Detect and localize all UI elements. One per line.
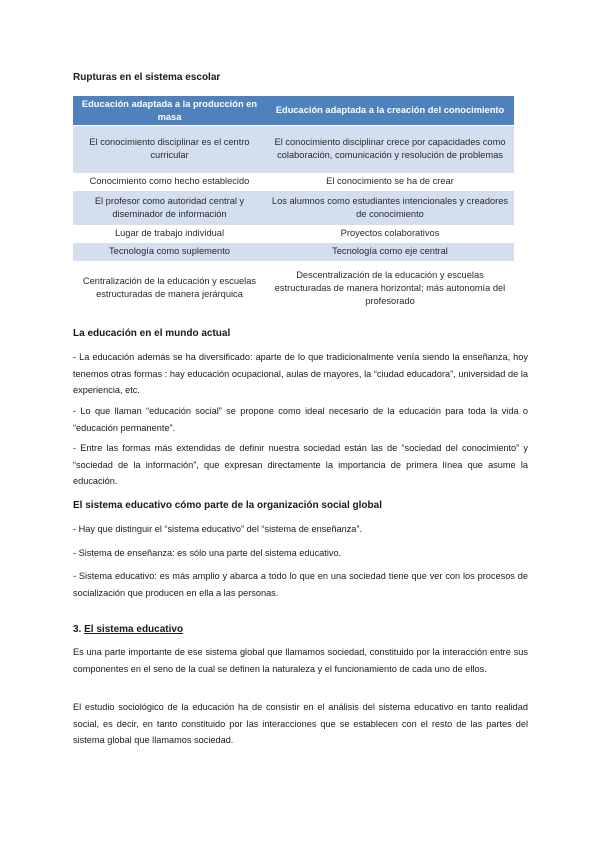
- table-row: [73, 126, 514, 173]
- table-header-cell: Educación adaptada a la creación del conocimiento: [266, 96, 514, 126]
- paragraph: - Lo que llaman “educación social” se propone como ideal necesario de la educación para toda la vida o “educación permanente”.: [73, 406, 528, 433]
- table-row: [73, 261, 514, 316]
- rupturas-table: [73, 96, 514, 316]
- paragraph: - Hay que distinguir el “sistema educativo” del “sistema de enseñanza”.: [73, 524, 363, 534]
- paragraph: - La educación además se ha diversificado: aparte de lo que tradicionalmente venía siendo la enseñanza, hoy tenemos otras formas : hay educación ocupacional, aulas de mayores, la “ciudad educadora”, universidad de la experiencia, etc.: [73, 352, 528, 395]
- table-row: [73, 173, 514, 191]
- table-row: [73, 243, 514, 261]
- table-cell: Los alumnos como estudiantes intencionales y creadores de conocimiento: [266, 191, 514, 225]
- table-header-row: [73, 96, 514, 126]
- section-3-heading: [73, 624, 183, 635]
- table-row: [73, 225, 514, 243]
- table-header-cell: Educación adaptada a la producción en masa: [73, 96, 266, 126]
- table-cell: Conocimiento como hecho establecido: [73, 173, 266, 191]
- paragraph: Es una parte importante de ese sistema global que llamamos sociedad, constituido por la interacción entre sus componentes en el seno de la cual se definen la naturaleza y el funcionamiento de cada uno de ellos.: [73, 647, 528, 674]
- paragraph: - Sistema educativo: es más amplio y abarca a todo lo que en una sociedad tiene que ver con los procesos de socialización que producen en ella a las personas.: [73, 571, 528, 598]
- table-cell: El conocimiento se ha de crear: [266, 173, 514, 191]
- table-cell: El profesor como autoridad central y diseminador de información: [73, 191, 266, 225]
- table-cell: Centralización de la educación y escuelas estructuradas de manera jerárquica: [73, 261, 266, 316]
- section-title: El sistema educativo: [84, 624, 184, 635]
- table-cell: El conocimiento disciplinar es el centro curricular: [73, 126, 266, 173]
- table-cell: Proyectos colaborativos: [266, 225, 514, 243]
- table-cell: Lugar de trabajo individual: [73, 225, 266, 243]
- section-heading: La educación en el mundo actual: [73, 328, 231, 339]
- table-cell: Tecnología como eje central: [266, 243, 514, 261]
- table-title: Rupturas en el sistema escolar: [73, 72, 221, 83]
- table-cell: Tecnología como suplemento: [73, 243, 266, 261]
- paragraph: - Sistema de enseñanza: es sólo una parte del sistema educativo.: [73, 548, 342, 558]
- paragraph: - Entre las formas más extendidas de definir nuestra sociedad están las de “sociedad del conocimiento” y “sociedad de la información”, que expresan directamente la importancia de primera línea que asume la educación.: [73, 443, 528, 486]
- table-cell: Descentralización de la educación y escuelas estructuradas de manera horizontal; más autonomía del profesorado: [266, 261, 514, 316]
- section-heading: El sistema educativo cómo parte de la organización social global: [73, 500, 382, 511]
- section-number: 3.: [73, 624, 82, 635]
- paragraph: El estudio sociológico de la educación ha de consistir en el análisis del sistema educativo en tanto realidad social, es decir, en tanto constituido por las interacciones que se establecen con el resto de las partes del sistema global que llamamos sociedad.: [73, 702, 528, 745]
- table-row: [73, 191, 514, 225]
- table-cell: El conocimiento disciplinar crece por capacidades como colaboración, comunicación y resolución de problemas: [266, 126, 514, 173]
